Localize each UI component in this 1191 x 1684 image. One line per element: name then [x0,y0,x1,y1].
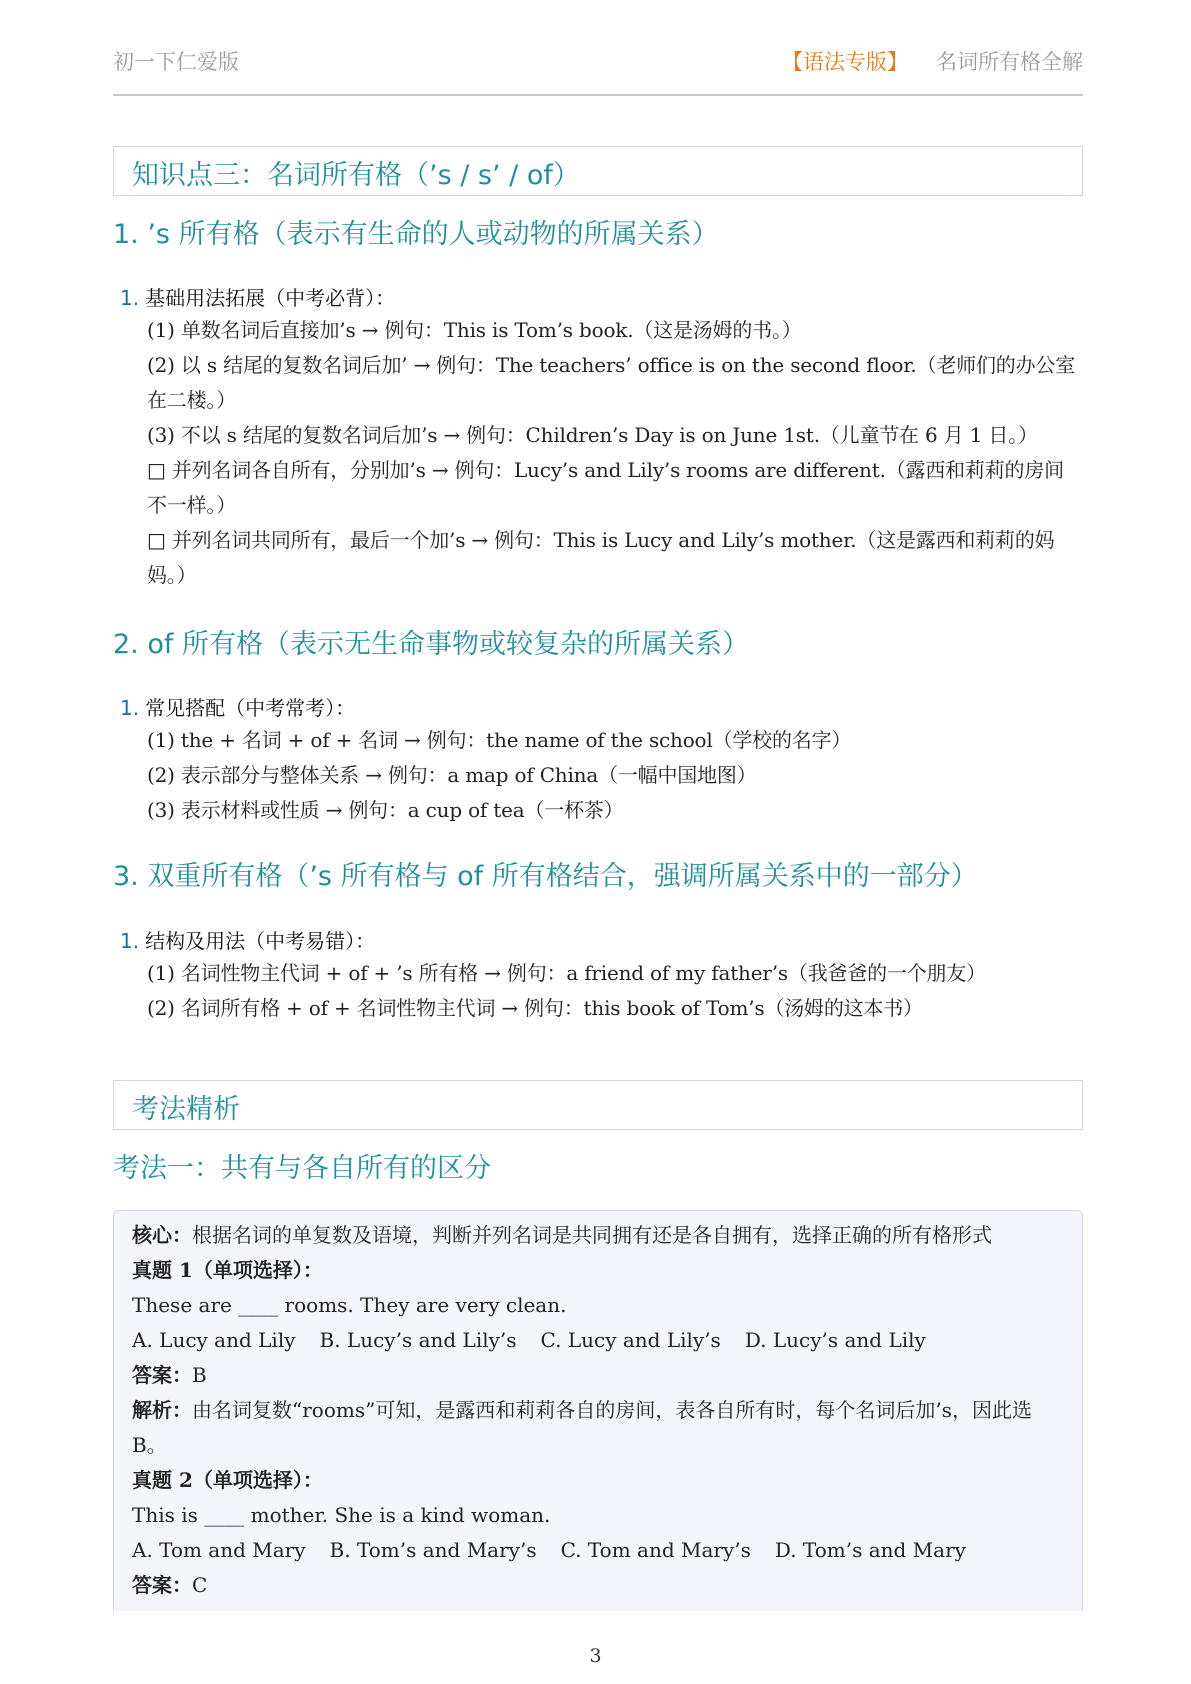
option-d: D. Tom’s and Mary [774,1538,966,1562]
header-title: 名词所有格全解 [936,50,1083,74]
question-1-answer [132,1358,1067,1393]
analysis-label: 解析： [132,1398,192,1422]
core-label: 核心： [132,1223,192,1247]
sub-number: 1. [120,696,140,720]
question-1-options [132,1323,1067,1358]
answer-label: 答案： [132,1573,192,1597]
core-line [132,1218,1067,1253]
list-item: (3) 不以 s 结尾的复数名词后加’s → 例句：Children’s Day is on June 1st.（儿童节在 6 月 1 日。） [147,423,1038,447]
sub-number: 1. [120,286,140,310]
question-2-answer [132,1568,1067,1603]
sub-label: 结构及用法（中考易错）： [145,929,376,953]
heading-of-possessive: 2. of 所有格（表示无生命事物或较复杂的所属关系） [113,629,749,660]
heading-possessive-s: 1. ’s 所有格（表示有生命的人或动物的所属关系） [113,219,719,250]
question-1-stem: These are ____ rooms. They are very clean. [132,1293,567,1317]
option-d: D. Lucy’s and Lily [744,1328,926,1352]
question-2-label [132,1463,1067,1498]
list-item: (2) 表示部分与整体关系 → 例句：a map of China（一幅中国地图） [147,763,757,787]
list-item: (1) 名词性物主代词 + of + ’s 所有格 → 例句：a friend of my father’s（我爸爸的一个朋友） [147,961,986,985]
option-c: C. Lucy and Lily’s [540,1328,721,1352]
section-title: 知识点三：名词所有格（’s / s’ / of） [132,160,580,191]
page-header [113,42,1083,96]
question-2-stem: This is ____ mother. She is a kind woman. [132,1503,551,1527]
option-a: A. Lucy and Lily [132,1328,296,1352]
exam-analysis-box [113,1080,1083,1130]
exam-card [113,1210,1083,1611]
list-item: (2) 名词所有格 + of + 名词性物主代词 → 例句：this book of Tom’s（汤姆的这本书） [147,996,923,1020]
option-c: C. Tom and Mary’s [560,1538,751,1562]
answer-value: B [192,1363,207,1387]
question-2-label-text: 真题 2（单项选择）： [132,1468,323,1492]
question-1-label [132,1253,1067,1288]
list-item: (2) 以 s 结尾的复数名词后加’ → 例句：The teachers’ office is on the second floor.（老师们的办公室在二楼。） [147,353,1075,412]
core-text: 根据名词的单复数及语境，判断并列名词是共同拥有还是各自拥有，选择正确的所有格形式 [192,1223,992,1247]
header-tag: 【语法专版】 [782,50,908,74]
subheading-common-collocations [120,692,355,721]
list-item: □ 并列名词共同所有，最后一个加’s → 例句：This is Lucy and Lily’s mother.（这是露西和莉莉的妈妈。） [147,528,1055,587]
subheading-basic-usage [120,282,395,311]
sub-label: 基础用法拓展（中考必背）： [145,286,396,310]
heading-method-one: 考法一：共有与各自所有的区分 [113,1153,491,1184]
question-1-label-text: 真题 1（单项选择）： [132,1258,323,1282]
sub-number: 1. [120,929,140,953]
list-item: □ 并列名词各自所有，分别加’s → 例句：Lucy’s and Lily’s rooms are different.（露西和莉莉的房间不一样。） [147,458,1064,517]
option-b: B. Tom’s and Mary’s [329,1538,537,1562]
list-item: (1) 单数名词后直接加’s → 例句：This is Tom’s book.（这是汤姆的书。） [147,318,802,342]
analysis-text: 由名词复数“rooms”可知，是露西和莉莉各自的房间，表各自所有时，每个名词后加’s，因此选 B。 [132,1398,1032,1457]
option-b: B. Lucy’s and Lily’s [319,1328,517,1352]
exam-analysis-title: 考法精析 [132,1094,240,1125]
page-number: 3 [589,1645,602,1667]
sub-label: 常见搭配（中考常考）： [145,696,356,720]
answer-label: 答案： [132,1363,192,1387]
answer-value: C [192,1573,208,1597]
subheading-structure [120,925,375,954]
heading-double-possessive: 3. 双重所有格（’s 所有格与 of 所有格结合，强调所属关系中的一部分） [113,861,978,892]
header-edition: 初一下仁爱版 [113,50,239,74]
header-right [782,46,1083,76]
question-2-options [132,1533,1067,1568]
list-item: (1) the + 名词 + of + 名词 → 例句：the name of the school（学校的名字） [147,728,852,752]
section-title-box [113,146,1083,196]
option-a: A. Tom and Mary [132,1538,306,1562]
question-1-analysis [132,1393,1067,1463]
list-item: (3) 表示材料或性质 → 例句：a cup of tea（一杯茶） [147,798,624,822]
